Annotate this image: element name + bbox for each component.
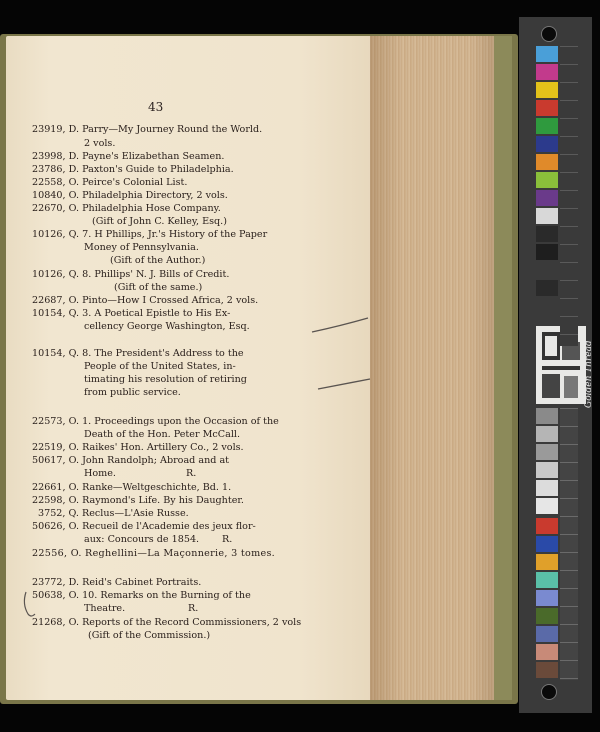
swatch-blue — [536, 536, 558, 552]
swatch-black — [536, 244, 558, 260]
swatch-cyan — [536, 46, 558, 62]
swatch-bluish-green — [536, 572, 558, 588]
entry-continuation: aux: Concours de 1854. — [84, 534, 200, 545]
entry-title: 7. H Phillips, Jr.'s History of the Paper — [82, 229, 268, 240]
entry-number: 10126, — [32, 229, 66, 240]
entry-class: O. — [68, 590, 79, 601]
entry-gift-note: (Gift of the Commission.) — [88, 630, 211, 641]
gray-scale-strip — [560, 408, 578, 680]
entry-continuation: from public service. — [84, 387, 181, 398]
entry-title: Reid's Cabinet Portraits. — [82, 577, 202, 588]
swatch-gray — [536, 408, 558, 424]
entry-class: Q. — [68, 229, 80, 240]
reserve-mark: R. — [222, 534, 233, 545]
entry-title: Parry—My Journey Round the World. — [82, 124, 263, 135]
entry-class: D. — [68, 151, 80, 162]
swatch-red — [536, 100, 558, 116]
entry-title: Reports of the Record Commissioners, 2 vols — [82, 617, 302, 628]
entry-class: Q. — [68, 269, 80, 280]
entry-class: O. — [68, 190, 79, 201]
entry-class: O. — [68, 177, 79, 188]
swatch-black — [536, 280, 558, 296]
entry-title: 3. A Poetical Epistle to His Ex- — [82, 308, 231, 319]
entry-continuation: Money of Pennsylvania. — [84, 242, 199, 253]
entry-class: O. — [68, 203, 79, 214]
swatch-blue-sky — [536, 626, 558, 642]
entry-number: 22573, — [32, 416, 66, 427]
swatch-light-gray — [536, 426, 558, 442]
entry-number: 10154, — [32, 348, 66, 359]
entry-number: 21268, — [32, 617, 66, 628]
entry-gift-note: (Gift of John C. Kelley, Esq.) — [92, 216, 227, 227]
entry-title: Recueil de l'Academie des jeux flor- — [82, 521, 256, 532]
swatch-light-gray — [536, 462, 558, 478]
entry-title: Raymond's Life. By his Daughter. — [82, 495, 244, 506]
entry-number: 22687, — [32, 295, 66, 306]
swatch-light-skin — [536, 644, 558, 660]
swatch-yellow — [536, 82, 558, 98]
entry-title: 8. The President's Address to the — [82, 348, 244, 359]
entry-number: 22670, — [32, 203, 66, 214]
swatch-dark-skin — [536, 662, 558, 678]
entry-title: Payne's Elizabethan Seamen. — [82, 151, 225, 162]
entry-class: O. — [68, 495, 79, 506]
entry-title: Paxton's Guide to Philadelphia. — [82, 164, 234, 175]
entry-continuation: People of the United States, in- — [84, 361, 236, 372]
ruler-hole — [541, 684, 557, 700]
entry-title: John Randolph; Abroad and at — [82, 455, 230, 466]
entry-class: D. — [68, 577, 80, 588]
page-number: 43 — [148, 100, 164, 114]
entry-title: Peirce's Colonial List. — [82, 177, 188, 188]
entry-class: D. — [68, 164, 80, 175]
entry-continuation: cellency George Washington, Esq. — [84, 321, 250, 332]
entry-title: Reclus—L'Asie Russe. — [82, 508, 189, 519]
entry-title: Pinto—How I Crossed Africa, 2 vols. — [82, 295, 259, 306]
swatch-purple — [536, 190, 558, 206]
entry-number: 10840, — [32, 190, 66, 201]
entry-number: 50638, — [32, 590, 66, 601]
entry-class: O. — [68, 455, 79, 466]
swatch-magenta — [536, 64, 558, 80]
swatch-black — [536, 226, 558, 242]
pencil-line-mark — [318, 379, 370, 389]
entry-continuation: Death of the Hon. Peter McCall. — [84, 429, 241, 440]
entry-class: O. — [68, 442, 79, 453]
swatch-gray — [536, 444, 558, 460]
entry-gift-note: (Gift of the Author.) — [110, 255, 206, 266]
entry-class: D. — [68, 124, 80, 135]
swatch-blue-flower — [536, 590, 558, 606]
entry-class: O. — [68, 295, 79, 306]
entry-number: 23772, — [32, 577, 66, 588]
entry-title: Ranke—Weltgeschichte, Bd. 1. — [82, 482, 232, 493]
entry-class: O. — [68, 521, 79, 532]
entry-class: Q. — [68, 508, 79, 519]
entry-class: O. — [68, 416, 79, 427]
entry-number: 23998, — [32, 151, 66, 162]
swatch-white — [536, 480, 558, 496]
entry-class: O. — [68, 617, 79, 628]
ruler-brand-label: Golden Thread — [584, 340, 594, 408]
pencil-line-mark — [312, 318, 368, 332]
entry-title: 10. Remarks on the Burning of the — [82, 590, 251, 601]
swatch-dark-gray — [536, 262, 558, 278]
gray-scale-strip — [560, 46, 578, 346]
entry-number: 50617, — [32, 455, 66, 466]
entry-number: 10154, — [32, 308, 66, 319]
entry-title: Philadelphia Directory, 2 vols. — [82, 190, 228, 201]
swatch-green — [536, 118, 558, 134]
entry-number: 22661, — [32, 482, 66, 493]
reserve-mark: R. — [186, 468, 197, 479]
entry-number: 10126, — [32, 269, 66, 280]
entry-class: O. — [70, 548, 82, 559]
swatch-white — [536, 208, 558, 224]
entry-number: 22558, — [32, 177, 66, 188]
entry-continuation: Theatre. — [84, 603, 126, 614]
entry-title: Reghellini—La Maçonnerie, 3 tomes. — [85, 548, 276, 559]
entry-number: 22519, — [32, 442, 66, 453]
swatch-blue — [536, 136, 558, 152]
entry-number: 50626, — [32, 521, 66, 532]
entry-number: 3752, — [38, 508, 66, 519]
entry-title: 8. Phillips' N. J. Bills of Credit. — [82, 269, 230, 280]
ruler-hole — [541, 26, 557, 42]
entry-class: Q. — [68, 348, 80, 359]
entry-continuation: timating his resolution of retiring — [84, 374, 247, 385]
swatch-yellow-green — [536, 172, 558, 188]
entry-title: 1. Proceedings upon the Occasion of the — [82, 416, 279, 427]
pencil-check-mark — [24, 592, 35, 616]
entry-continuation: 2 vols. — [84, 138, 116, 149]
swatch-red — [536, 518, 558, 534]
swatch-white — [536, 498, 558, 514]
entry-title: Philadelphia Hose Company. — [82, 203, 221, 214]
entry-title: Raikes' Hon. Artillery Co., 2 vols. — [82, 442, 244, 453]
reserve-mark: R. — [188, 603, 199, 614]
entry-continuation: Home. — [84, 468, 116, 479]
entry-class: Q. — [68, 308, 80, 319]
entry-number: 22598, — [32, 495, 66, 506]
entry-number: 22556, — [32, 548, 68, 559]
entry-gift-note: (Gift of the same.) — [114, 282, 203, 293]
swatch-orange — [536, 154, 558, 170]
swatch-orange — [536, 554, 558, 570]
swatch-foliage — [536, 608, 558, 624]
entry-number: 23786, — [32, 164, 66, 175]
entry-class: O. — [68, 482, 79, 493]
entry-number: 23919, — [32, 124, 66, 135]
